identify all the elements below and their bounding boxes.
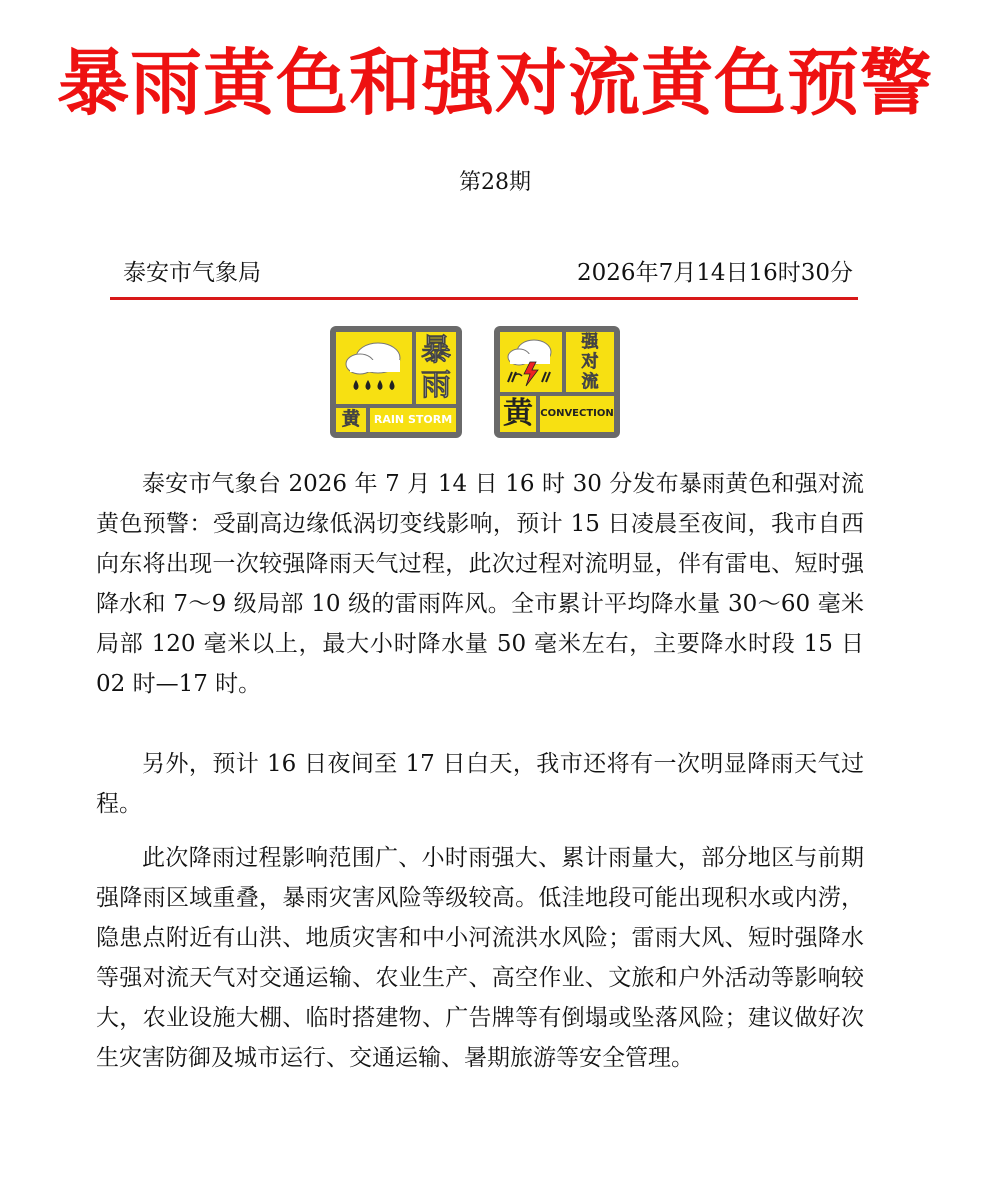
- body-paragraph-additional: 另外，预计 16 日夜间至 17 日白天，我市还将有一次明显降雨天气过程。: [96, 751, 864, 817]
- convection-yellow-sign: [494, 326, 620, 438]
- convection-cn-label: 强对流: [581, 332, 599, 392]
- rainstorm-level-char: 黄: [342, 409, 360, 430]
- rain-cloud-icon: [338, 334, 410, 402]
- rainstorm-en-label: RAIN STORM: [373, 413, 453, 426]
- convection-en-label: CONVECTION: [540, 408, 614, 419]
- convection-level-char: 黄: [503, 396, 533, 431]
- thunderstorm-icon: [500, 332, 562, 392]
- header-divider: [110, 297, 858, 300]
- warning-title: 暴雨黄色和强对流黄色预警: [56, 41, 933, 125]
- issue-number: 第28期: [459, 170, 531, 195]
- rainstorm-yellow-sign: [330, 326, 462, 438]
- body-paragraph-forecast: 泰安市气象台 2026 年 7 月 14 日 16 时 30 分发布暴雨黄色和强对流黄色预警：受副高边缘低涡切变线影响，预计 15 日凌晨至夜间，我市自西向东将出现一次较强降雨天气过程，此次过程对流明显，伴有雷电、短时强降水和 7～9 级局部 10 级的雷雨阵风。全市累计平均降水量 30～60 毫米局部 120 毫米以上，最大小时降水量 50 毫米左右，主要降水时段 15 日 02 时—17 时。: [96, 471, 864, 697]
- issuing-department: 泰安市气象局: [123, 260, 261, 286]
- body-paragraph-risk: 此次降雨过程影响范围广、小时雨强大、累计雨量大，部分地区与前期强降雨区域重叠，暴雨灾害风险等级较高。低洼地段可能出现积水或内涝，隐患点附近有山洪、地质灾害和中小河流洪水风险；雷雨大风、短时强降水等强对流天气对交通运输、农业生产、高空作业、文旅和户外活动等影响较大，农业设施大棚、临时搭建物、广告牌等有倒塌或坠落风险；建议做好次生灾害防御及城市运行、交通运输、暑期旅游等安全管理。: [96, 845, 864, 1071]
- issue-datetime: 2026年7月14日16时30分: [577, 260, 853, 286]
- rainstorm-cn-label: 暴雨: [421, 333, 451, 403]
